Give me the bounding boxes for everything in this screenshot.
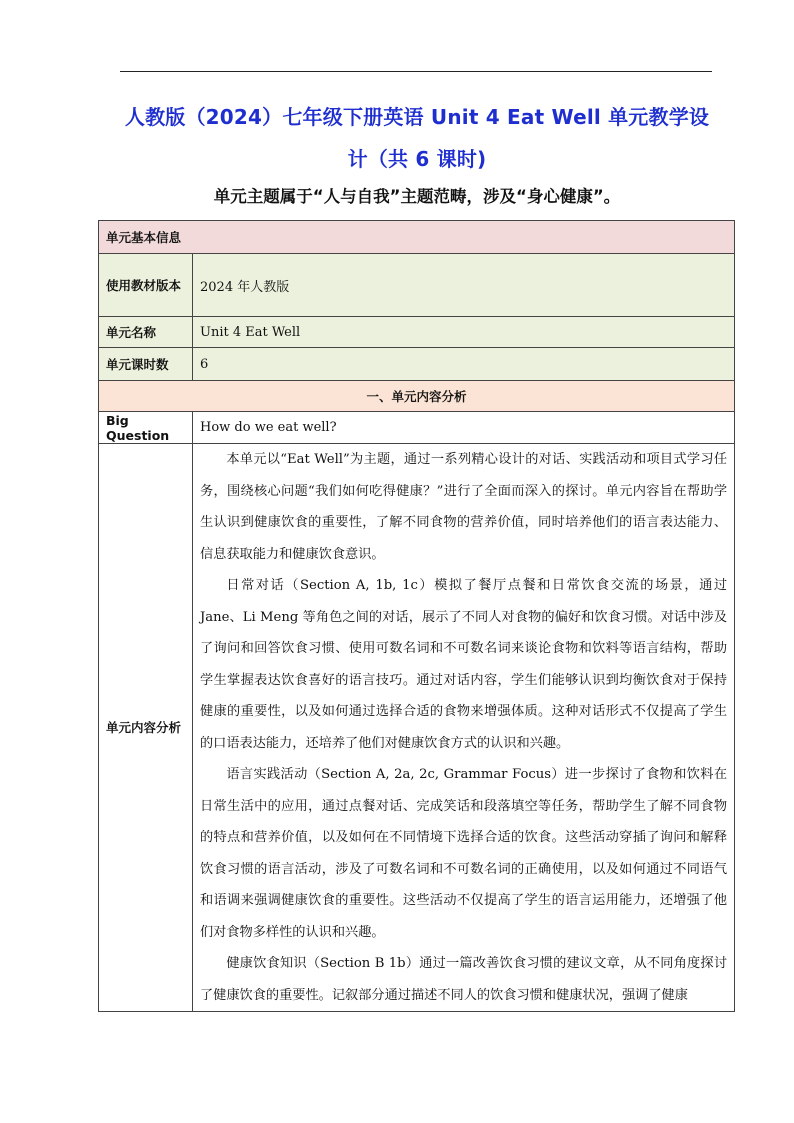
- big-question-row: [99, 412, 735, 444]
- lesson-count-value: 6: [193, 348, 735, 381]
- lesson-count-row: [99, 348, 735, 381]
- unit-analysis-content: [193, 444, 735, 1012]
- analysis-paragraph: 日常对话（Section A, 1b, 1c）模拟了餐厅点餐和日常饮食交流的场景，通过 Jane、Li Meng 等角色之间的对话，展示了不同人对食物的偏好和饮食习惯。对话中涉及了询问和回答饮食习惯、使用可数名词和不可数名词来谈论食物和饮料等语言结构，帮助学生掌握表达饮食喜好的语言技巧。通过对话内容，学生们能够认识到均衡饮食对于保持健康的重要性，以及如何通过选择合适的食物来增强体质。这种对话形式不仅提高了学生的口语表达能力，还培养了他们对健康饮食方式的认识和兴趣。: [200, 578, 728, 751]
- header-rule: [120, 71, 712, 72]
- unit-design-table: [98, 220, 735, 1012]
- content-analysis-header: 一、单元内容分析: [99, 381, 735, 412]
- big-question-value: How do we eat well?: [193, 412, 735, 444]
- lesson-count-label: 单元课时数: [99, 348, 193, 381]
- unit-theme-statement: 单元主题属于“人与自我”主题范畴，涉及“身心健康”。: [213, 187, 621, 206]
- textbook-edition-label: 使用教材版本: [99, 254, 193, 317]
- textbook-edition-row: [99, 254, 735, 317]
- basic-info-header: 单元基本信息: [99, 221, 735, 254]
- basic-info-header-row: [99, 221, 735, 254]
- analysis-paragraph: 健康饮食知识（Section B 1b）通过一篇改善饮食习惯的建议文章，从不同角度探讨了健康饮食的重要性。记叙部分通过描述不同人的饮食习惯和健康状况，强调了健康: [200, 956, 728, 1003]
- unit-analysis-label: 单元内容分析: [99, 444, 193, 1012]
- unit-name-value: Unit 4 Eat Well: [193, 317, 735, 348]
- unit-name-row: [99, 317, 735, 348]
- analysis-paragraph: 语言实践活动（Section A, 2a, 2c, Grammar Focus）进一步探讨了食物和饮料在日常生活中的应用，通过点餐对话、完成笑话和段落填空等任务，帮助学生了解不同食物的特点和营养价值，以及如何在不同情境下选择合适的饮食。这些活动穿插了询问和解释饮食习惯的语言活动，涉及了可数名词和不可数名词的正确使用，以及如何通过不同语气和语调来强调健康饮食的重要性。这些活动不仅提高了学生的语言运用能力，还增强了他们对食物多样性的认识和兴趣。: [200, 767, 728, 940]
- unit-analysis-row: [99, 444, 735, 1012]
- document-title-line-2: 计（共 6 课时): [347, 147, 487, 171]
- analysis-paragraph: 本单元以“Eat Well”为主题，通过一系列精心设计的对话、实践活动和项目式学习任务，围绕核心问题“我们如何吃得健康？”进行了全面而深入的探讨。单元内容旨在帮助学生认识到健康饮食的重要性，了解不同食物的营养价值，同时培养他们的语言表达能力、信息获取能力和健康饮食意识。: [200, 452, 728, 562]
- unit-name-label: 单元名称: [99, 317, 193, 348]
- document-title-line-1: 人教版（2024）七年级下册英语 Unit 4 Eat Well 单元教学设: [124, 105, 710, 129]
- big-question-label: Big Question: [99, 412, 193, 444]
- content-analysis-header-row: [99, 381, 735, 412]
- textbook-edition-value: 2024 年人教版: [193, 254, 735, 317]
